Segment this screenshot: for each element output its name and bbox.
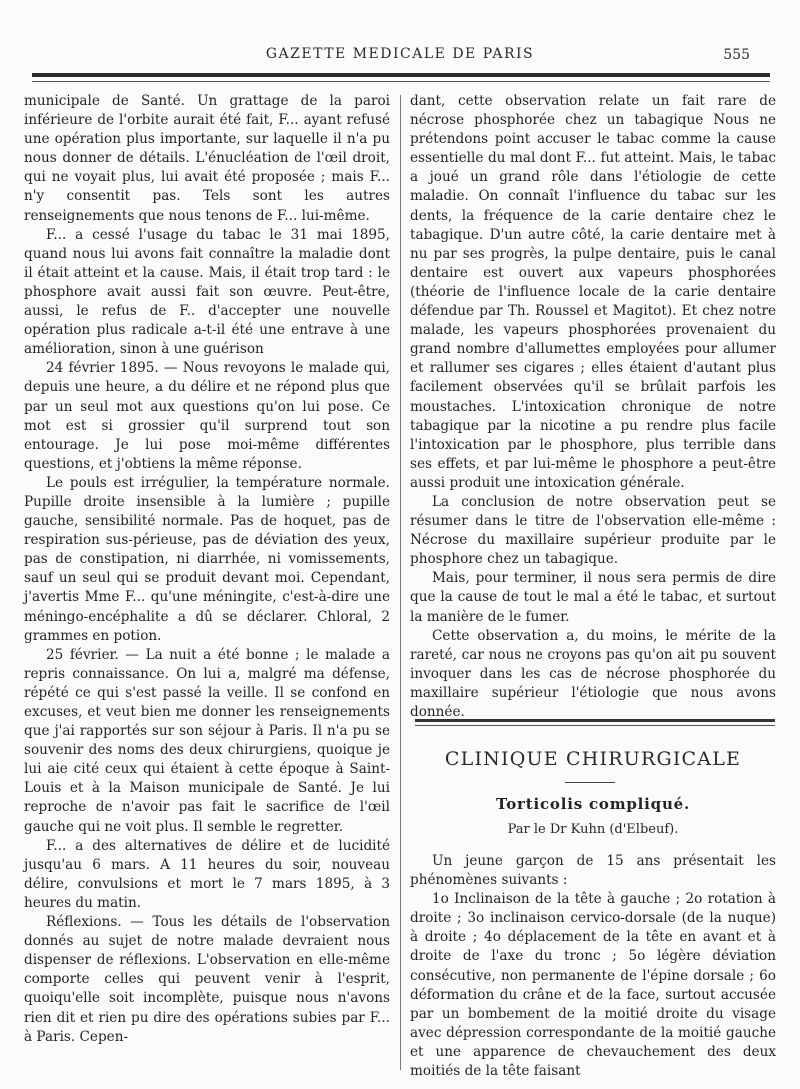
running-header-title: GAZETTE MEDICALE DE PARIS bbox=[265, 46, 535, 62]
article-paragraph-2: 1o Inclinaison de la tête à gauche ; 2o rotation à droite ; 3o inclinaison cervico-dorsale (de la nuque) à droite ; 4o déplacement de la tête en avant et à droite de l'axe du tronc ; 5o légère déviation consécutive, non permanente de l'épine dorsale ; 6o déformation du crâne et de la face, surtout accusée par un bombement de la moitié droite du visage avec dépression correspondante de la moitié gauche et une apparence de chevauchement des deux moitiés de la tête faisant bbox=[410, 891, 776, 1080]
right-paragraph-2: La conclusion de notre observation peut se résumer dans le titre de l'observation elle-même : Nécrose du maxillaire supérieur produite par le phosphore chez un tabagique. bbox=[410, 493, 776, 568]
section-rule-thick bbox=[415, 719, 775, 722]
column-separator bbox=[400, 95, 401, 1070]
right-column-upper bbox=[410, 92, 776, 722]
left-paragraph-2: F... a cessé l'usage du tabac le 31 mai 1895, quand nous lui avons fait connaître la maladie dont il était atteint et la cause. Mais, il était trop tard : le phosphore avait aussi fait son œuvre. Peut-être, aussi, le refus de F.. d'accepter une nouvelle opération plus radicale a-t-il été une entrave à une amélioration, sinon à une guérison bbox=[24, 226, 390, 358]
right-paragraph-4: Cette observation a, du moins, le mérite de la rareté, car nous ne croyons pas qu'on ait pu souvent invoquer dans les cas de nécrose phosphorée du maxillaire supérieur l'étiologie que nous avons donnée. bbox=[410, 627, 776, 720]
left-paragraph-4: Le pouls est irrégulier, la température normale. Pupille droite insensible à la lumière ; pupille gauche, sensibilité normale. Pas de hoquet, pas de respiration sus-périeuse, pas de déviation des yeux, pas de constipation, ni diarrhée, ni vomissements, sauf un seul qui se produit devant moi. Cependant, j'avertis Mme F... qu'une méningite, c'est-à-dire une méningo-encéphalite a dû se déclarer. Chloral, 2 grammes en potion. bbox=[24, 474, 390, 644]
left-paragraph-5: 25 février. — La nuit a été bonne ; le malade a repris connaissance. On lui a, malgré ma défense, répété ce qui s'est passé la veille. Il se confond en excuses, et veut bien me donner les renseignements que j'ai rapportés sur son séjour à Paris. Il n'a pu se souvenir des noms des deux chirurgiens, quoique je lui aie cité ceux qui étaient à cette époque à Saint-Louis et à la Maison municipale de Santé. Je lui reproche de n'avoir pas fait le sacrifice de l'œil gauche qui ne voit plus. Il semble le regretter. bbox=[24, 646, 390, 835]
left-paragraph-1: municipale de Santé. Un grattage de la paroi inférieure de l'orbite aurait été fait, F... ayant refusé une opération plus importante, sur laquelle il n'a pu nous donner de détails. L'énucléation de l'œil droit, qui ne voyait plus, lui avait été proposée ; mais F... n'y consentit pas. Tels sont les autres renseignements que nous tenons de F... lui-même. bbox=[24, 93, 390, 224]
right-column-lower bbox=[410, 852, 776, 1081]
left-paragraph-3: 24 février 1895. — Nous revoyons le malade qui, depuis une heure, a du délire et ne répond plus que par un seul mot aux questions qu'on lui pose. Ce mot est si grossier qu'il surprend tout son entourage. Je lui pose moi-même différentes questions, et j'obtiens la même réponse. bbox=[24, 360, 390, 472]
right-paragraph-3: Mais, pour terminer, il nous sera permis de dire que la cause de tout le mal a été le tabac, et surtout la manière de le fumer. bbox=[410, 570, 776, 625]
article-paragraph-1: Un jeune garçon de 15 ans présentait les phénomènes suivants : bbox=[410, 853, 776, 889]
header-rule-thick bbox=[32, 73, 770, 77]
right-paragraph-1: dant, cette observation relate un fait rare de nécrose phosphorée chez un tabagique Nous ne prétendons point accuser le tabac comme la cause essentielle du mal dont F... fut atteint. Mais, le tabac a joué un grand rôle dans l'étiologie de cette maladie. On connaît l'influence du tabac sur les dents, la fréquence de la carie dentaire chez le tabagique. D'un autre côté, la carie dentaire met à nu par ses progrès, la pulpe dentaire, puis le canal dentaire est ouvert aux vapeurs phosphorées (théorie de l'influence locale de la carie dentaire défendue par Th. Roussel et Magitot). Et chez notre malade, les vapeurs phosphorées provenaient du grand nombre d'allumettes employées pour allumer et rallumer ses cigares ; elles étaient d'autant plus facilement observées qu'il se brûlait parfois les moustaches. L'intoxication chronique de notre tabagique par la nicotine a pu rendre plus facile l'intoxication par le phosphore, plus terrible dans ses effets, et par lui-même le phosphore a peut-être aussi produit une intoxication générale. bbox=[410, 93, 776, 491]
article-byline: Par le Dr Kuhn (d'Elbeuf). bbox=[507, 822, 679, 837]
section-heading: CLINIQUE CHIRURGICALE bbox=[444, 748, 742, 770]
left-column bbox=[24, 92, 390, 1047]
article-title: Torticolis compliqué. bbox=[495, 795, 691, 813]
section-rule-thin bbox=[415, 725, 775, 726]
section-dash bbox=[565, 782, 615, 783]
page-number: 555 bbox=[723, 47, 750, 63]
left-paragraph-6: F... a des alternatives de délire et de lucidité jusqu'au 6 mars. A 11 heures du soir, nouveau délire, convulsions et mort le 7 mars 1895, à 3 heures du matin. bbox=[24, 837, 390, 911]
header-rule-thin bbox=[32, 81, 770, 82]
left-paragraph-7: Réflexions. — Tous les détails de l'observation donnés au sujet de notre malade devraient nous dispenser de réflexions. L'observation en elle-même comporte celles qui peuvent venir à l'esprit, quoiqu'elle soit incomplète, puisque nous n'avons rien dit et rien pu dire des opérations subies par F... à Paris. Cepen- bbox=[24, 914, 390, 1045]
